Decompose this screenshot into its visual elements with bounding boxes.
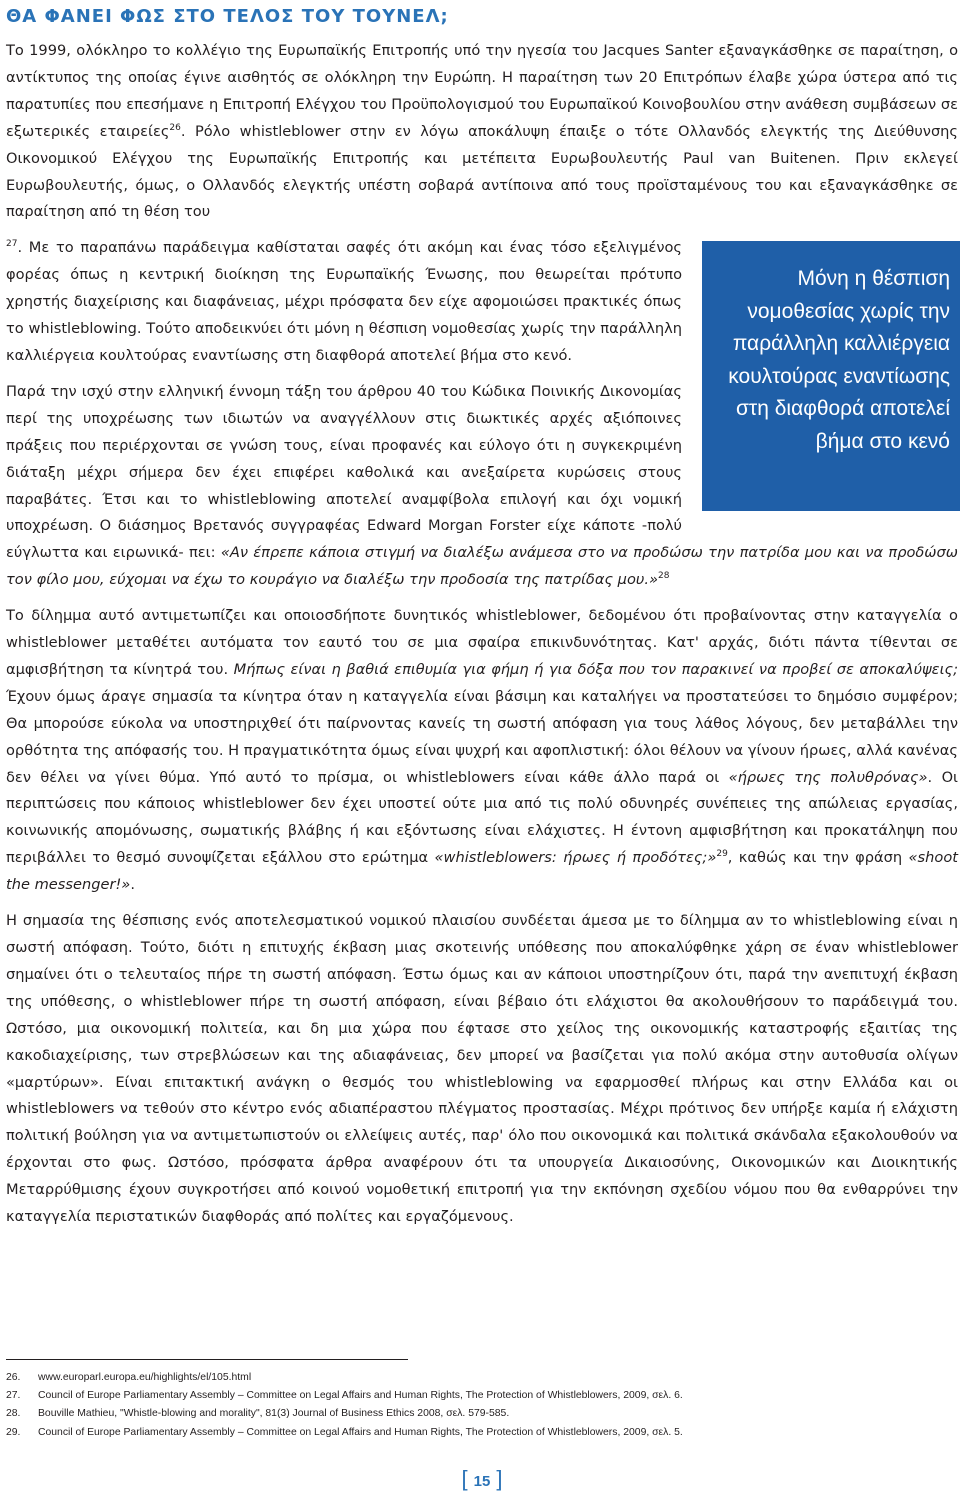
paragraph-1-text-b: . Ρόλο whistleblower στην εν λόγω αποκάλυψη έπαιξε ο τότε Ολλανδός ελεγκτής της Διεύθυνσης Οικονομικού Ελέγχου της Ευρωπαϊκής Επιτροπής και μετέπειτα Ευρωβουλευτής Paul van Buitenen. Πριν εκλεγεί Ευρωβουλευτής, όμως, ο Ολλανδός ελεγκτής υπέστη σοβαρά αντίποινα από τους προϊσταμένους του και εξαναγκάσθηκε σε παραίτηση από τη θέση του — [6, 122, 959, 221]
pull-quote-text: Μόνη η θέσπιση νομοθεσίας χωρίς την παράλληλη καλλιέργεια κουλτούρας εναντίωσης στη διαφθορά αποτελεί βήμα στο κενό — [728, 267, 950, 453]
page-number-value: 15 — [473, 1473, 491, 1490]
footnote-text: Bouville Mathieu, "Whistle-blowing and morality", 81(3) Journal of Business Ethics 2008, σελ. 579-585. — [38, 1408, 510, 1420]
pull-quote-box — [702, 241, 960, 511]
page-number-close-bracket: ] — [496, 1466, 503, 1491]
footnote-29 — [6, 1424, 958, 1442]
footnote-number: 28. — [6, 1408, 21, 1420]
shoot-the-messenger-quote: «shoot the messenger!» — [6, 849, 958, 894]
heroes-or-traitors-quote: «whistleblowers: ήρωες ή προδότες;» — [434, 849, 717, 867]
document-page — [6, 0, 958, 1498]
footnote-number: 26. — [6, 1372, 21, 1383]
paragraph-1 — [6, 38, 958, 226]
paragraph-3-text-d: , καθώς και την φράση — [727, 849, 909, 867]
paragraph-3-text-e: . — [130, 876, 135, 894]
paragraph-1-text-a: Το 1999, ολόκληρο το κολλέγιο της Ευρωπαϊκής Επιτροπής υπό την ηγεσία του Jacques Santer εξαναγκάσθηκε σε παραίτηση, ο αντίκτυπος της οποίας έγινε αισθητός σε ολόκληρη την Ευρώπη. Η παραίτηση των 20 Επιτρόπων έλαβε χώρα ύστερα από τις παρατυπίες που επεσήμανε η Επιτροπή Ελέγχου του Προϋπολογισμού του Ευρωπαϊκού Κοινοβουλίου στην ανάθεση συμβάσεων σε εξωτερικές εταιρείες — [6, 42, 958, 140]
footnote-divider — [6, 1359, 408, 1360]
footnote-ref-28[interactable]: 28 — [657, 571, 670, 582]
footnote-number: 29. — [6, 1426, 21, 1438]
footnote-text: Council of Europe Parliamentary Assembly – Committee on Legal Affairs and Human Rights, The Protection of Whistleblowers, 2009, σελ. 5. — [38, 1426, 683, 1438]
body-text — [6, 38, 958, 1231]
paragraph-3 — [6, 603, 958, 899]
footnote-ref-26[interactable]: 26 — [169, 122, 181, 133]
footnote-ref-29[interactable]: 29 — [716, 849, 728, 860]
paragraph-2-text-a: Παρά την ισχύ στην ελληνική έννομη τάξη του άρθρου 40 του Κώδικα Ποινικής Δικονομίας περί της υποχρέωσης των ιδιωτών να αναγγέλλουν στις διωκτικές αρχές αξιόποινες πράξεις που περιέρχονται σε γνώση τους, είναι προφανές και εύλογο ότι η συγκεκριμένη διάταξη μέχρι σήμερα δεν έχει επιφέρει καθολικά και ανεξαίρετα κυρώσεις στους παραβάτες. Έτσι και το whistleblowing αποτελεί αναμφίβολα επιλογή και όχι νομική υποχρέωση. Ο διάσημος Βρετανός συγγραφέας Edward Morgan Forster είχε κάποτε -πολύ εύγλωττα και ειρωνικά- πει: — [6, 382, 682, 562]
footnote-ref-27[interactable]: 27 — [6, 239, 18, 250]
forster-quote: «Αν έπρεπε κάποια στιγμή να διαλέξω ανάμεσα στο να προδώσω την πατρίδα μου και να προδώσω τον φίλο μου, εύχομαι να έχω το κουράγιο να διαλέξω την προδοσία της πατρίδας μου.» — [6, 544, 959, 589]
paragraph-4-text: Η σημασία της θέσπισης ενός αποτελεσματικού νομικού πλαισίου συνδέεται άμεσα με το δίλημμα αν το whistleblowing είναι η σωστή απόφαση. Τούτο, διότι η επιτυχής έκβαση μιας σκοτεινής υπόθεσης που αποκαλύφθηκε χάρη σε έναν whistleblower σημαίνει ότι ο τελευταίος πήρε τη σωστή απόφαση. Έστω όμως και αν κάποιοι υποστηρίζουν ότι, παρά την ανεπιτυχή έκβαση της υπόθεσης, ο whistleblower πήρε τη σωστή απόφαση, είναι βέβαιο ότι ελάχιστοι θα ακολουθήσουν το παράδειγμά του. Ωστόσο, μια οικονομική πολιτεία, και δη μια χώρα που έφτασε στο χείλος της οικονομικής καταστροφής εξαιτίας της κακοδιαχείρισης, των στρεβλώσεων και της αδιαφάνειας, δεν μπορεί να βασίζεται για πολύ ακόμα στην αυτοθυσία ολίγων «μαρτύρων». Είναι επιτακτική ανάγκη ο θεσμός του whistleblowing να εφαρμοσθεί πλήρως και στην Ελλάδα και οι whistleblowers να τεθούν στο κέντρο ενός αδιαπέραστου πλέγματος προστασίας. Μέχρι πρότινος δεν υπήρξε καμία ή ελάχιστη πολιτική βούληση για να αντιμετωπιστούν οι ελλείψεις αυτές, παρ' όλο που οικονομικά και πολιτικά σκάνδαλα εξακολουθούν να έρχονται στο φως. Ωστόσο, πρόσφατα άρθρα αναφέρουν ότι τα υπουργεία Δικαιοσύνης, Οικονομικών και Διοικητικής Μεταρρύθμισης έχουν συγκροτήσει από κοινού νομοθετική επιτροπή για την εκπόνηση σχεδίου νόμου που θα ενθαρρύνει την καταγγελία περιστατικών διαφθοράς από πολίτες και εργαζόμενους. — [6, 912, 958, 1226]
footnote-text: Council of Europe Parliamentary Assembly – Committee on Legal Affairs and Human Rights, The Protection of Whistleblowers, 2009, σελ. 6. — [38, 1390, 683, 1402]
armchair-heroes-quote: «ήρωες της πολυθρόνας» — [728, 768, 928, 786]
page-number — [6, 1466, 958, 1492]
footnote-27 — [6, 1387, 958, 1405]
paragraph-3-text-b: Έχουν όμως άραγε σημασία τα κίνητρα όταν η καταγγελία είναι βάσιμη και καταλήγει να προστατεύσει το δημόσιο συμφέρον; Θα μπορούσε εύκολα να υποστηριχθεί ότι παίρνοντας κανείς τη σωστή απόφαση για τους λάθος λόγους, δεν μεταβάλλει την ορθότητα της απόφασής του. Η πραγματικότητα όμως είναι ψυχρή και αφοπλιστική: όλοι θέλουν να γίνουν ήρωες, αλλά κανένας δεν θέλει να γίνει θύμα. Υπό αυτό το πρίσμα, οι whistleblowers είναι κάθε άλλο παρά οι — [6, 687, 958, 786]
paragraph-3-question: Μήπως είναι η βαθιά επιθυμία για φήμη ή για δόξα που τον παρακινεί να προβεί σε αποκαλύψεις; — [233, 660, 958, 678]
footnote-number: 27. — [6, 1390, 21, 1402]
footnotes — [6, 1369, 958, 1442]
footnote-28 — [6, 1405, 958, 1423]
paragraph-3-text-c: . Οι περιπτώσεις που κάποιος whistleblower δεν έχει υποστεί ούτε μια από τις πολύ οδυνηρές συνέπειες της απώλειας εργασίας, κοινωνικής απομόνωσης, σωματικής βλάβης ή και εξόντωσης είναι ελάχιστες. Η έντονη αμφισβήτηση και προκατάληψη που περιβάλλει το θεσμό συνοψίζεται εξάλλου στο ερώτημα — [6, 768, 958, 867]
paragraph-4 — [6, 908, 958, 1231]
section-title: ΘΑ ΦΑΝΕΙ ΦΩΣ ΣΤΟ ΤΕΛΟΣ ΤΟΥ ΤΟΥΝΕΛ; — [6, 6, 449, 27]
footnote-link[interactable]: www.europarl.europa.eu/highlights/el/105.html — [38, 1372, 252, 1383]
footnote-26 — [6, 1369, 958, 1387]
paragraph-1-text-c: . Με το παραπάνω παράδειγμα καθίσταται σαφές ότι ακόμη και ένας τόσο εξελιγμένος φορέας όπως η κεντρική διοίκηση της Ευρωπαϊκής Ένωσης, που θεωρείται πρότυπο χρηστής διαχείρισης και διαφάνειας, μέχρι πρόσφατα δεν είχε αφομοιώσει πρακτικές όπως το whistleblowing. Τούτο αποδεικνύει ότι μόνη η θέσπιση νομοθεσίας χωρίς την παράλληλη καλλιέργεια κουλτούρας εναντίωσης στη διαφθορά αποτελεί βήμα στο κενό. — [6, 239, 682, 364]
paragraph-3-text-a: Το δίλημμα αυτό αντιμετωπίζει και οποιοσδήποτε δυνητικός whistleblower, δεδομένου ότι προβαίνοντας στην καταγγελία ο whistleblower μεταθέτει αυτόματα τον εαυτό του σε μια σφαίρα επικινδυνότητας. Κατ' αρχάς, διότι πάντα τίθενται σε αμφισβήτηση τα κίνητρά του. — [6, 607, 958, 678]
page-number-open-bracket: [ — [461, 1466, 468, 1491]
